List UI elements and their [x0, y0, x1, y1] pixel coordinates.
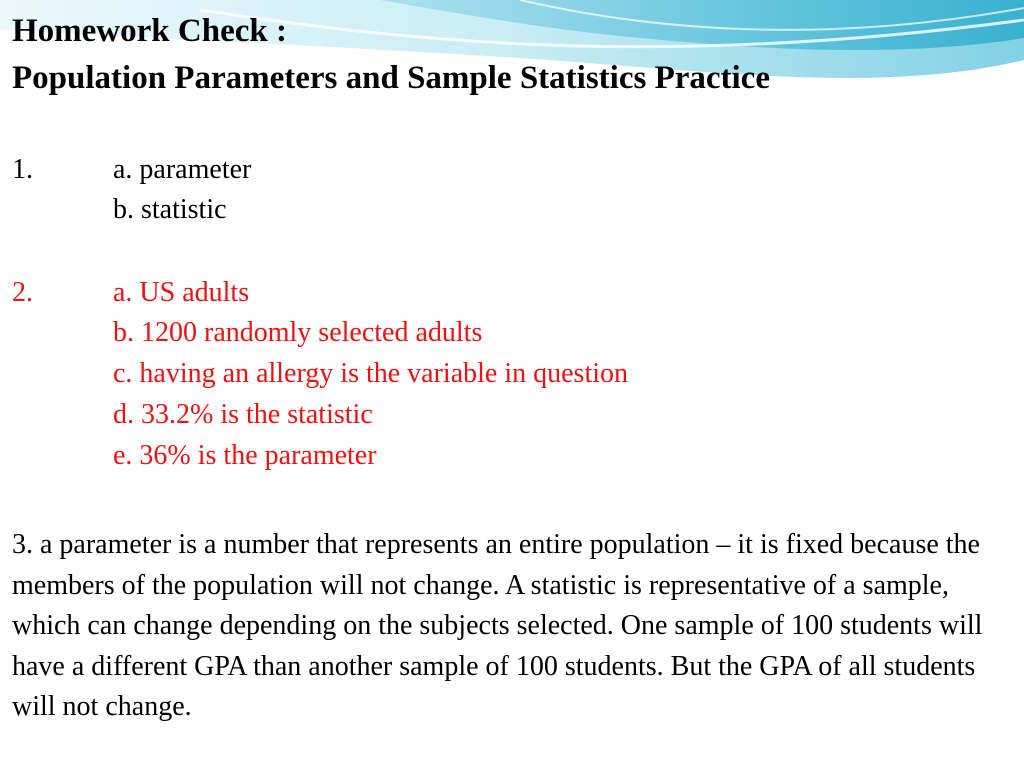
title-line-2: Population Parameters and Sample Statistics Practice	[12, 60, 770, 96]
q2-answer-b: b. 1200 randomly selected adults	[113, 317, 483, 348]
q1-answer-b: b. statistic	[113, 194, 227, 225]
q2-answer-c: c. having an allergy is the variable in question	[113, 358, 629, 389]
q2-number: 2.	[12, 277, 33, 308]
q1-answer-a: a. parameter	[113, 154, 252, 185]
q2-answer-d: d. 33.2% is the statistic	[113, 399, 373, 430]
title-line-1: Homework Check :	[12, 13, 287, 49]
q3-answer-paragraph: 3. a parameter is a number that represents an entire population – it is fixed because the members of the population will not change. A statistic is representative of a sample, which can change depending on the subjects selected. One sample of 100 students will have a different GPA than another sample of 100 students. But the GPA of all students will not change.	[12, 529, 983, 723]
q2-answer-e: e. 36% is the parameter	[113, 440, 377, 471]
q1-number: 1.	[12, 154, 33, 185]
q2-answer-a: a. US adults	[113, 277, 250, 308]
slide-title	[12, 8, 770, 102]
